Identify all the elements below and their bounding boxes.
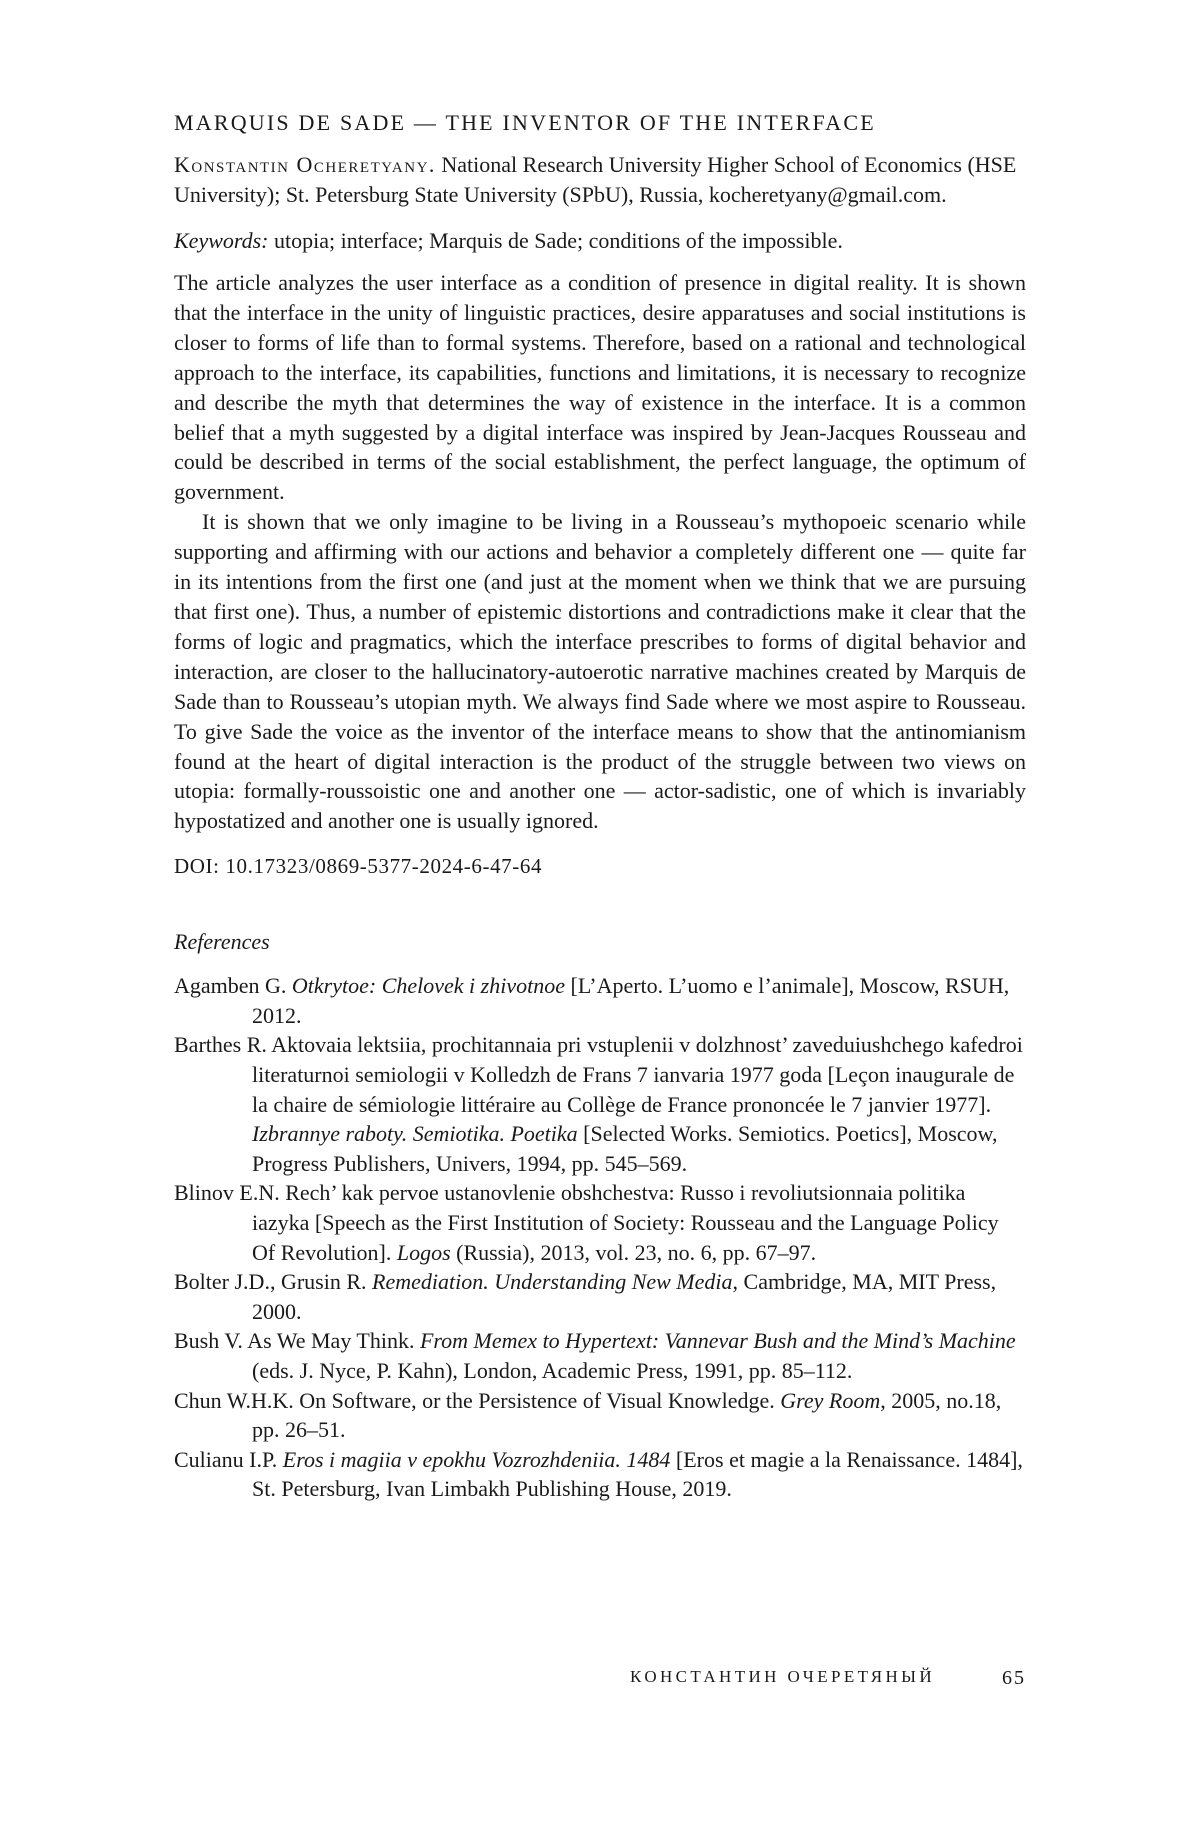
author-affiliation: National Research University Higher School of Economics (HSE University); St. Petersburg State University (SPbU), Russia, kocheretyany@gmail.com. (174, 152, 1017, 207)
reference-item: Bush V. As We May Think. From Memex to Hypertext: Vannevar Bush and the Mind’s Machine (eds. J. Nyce, P. Kahn), London, Academic Press, 1991, pp. 85–112. (174, 1328, 1016, 1383)
abstract-paragraph-2: It is shown that we only imagine to be living in a Rousseau’s mythopoeic scenario while supporting and affirming with our actions and behavior a completely different one — quite far in its intentions from the first one (and just at the moment when we think that we are pursuing that first one). Thus, a number of epistemic distortions and contradictions make it clear that the forms of logic and pragmatics, which the interface prescribes to forms of digital behavior and interaction, are closer to the hallucinatory-autoerotic narrative machines created by Marquis de Sade than to Rousseau’s utopian myth. We always find Sade where we most aspire to Rousseau. To give Sade the voice as the inventor of the interface means to show that the antinomianism found at the heart of digital interaction is the product of the struggle between two views on utopia: formally-roussoistic one and another one — actor-sadistic, one of which is invariably hypostatized and another one is usually ignored. (174, 509, 1026, 834)
running-head: КОНСТАНТИН ОЧЕРЕТЯНЫЙ (630, 1667, 936, 1686)
doi: DOI: 10.17323/0869-5377-2024-6-47-64 (174, 854, 543, 879)
reference-item: Bolter J.D., Grusin R. Remediation. Understanding New Media, Cambridge, MA, MIT Press, 2000. (174, 1269, 997, 1324)
references-heading: References (174, 929, 270, 955)
reference-item: Agamben G. Otkrytoe: Chelovek i zhivotnoe [L’Aperto. L’uomo e l’animale], Moscow, RSUH, 2012. (174, 973, 1010, 1028)
page-number: 65 (1002, 1667, 1026, 1689)
reference-item: Culianu I.P. Eros i magiia v epokhu Vozrozhdeniia. 1484 [Eros et magie a la Renaissance. 1484], St. Petersburg, Ivan Limbakh Publishing House, 2019. (174, 1446, 1023, 1502)
references-list (174, 971, 1026, 1504)
reference-item: Barthes R. Aktovaia lektsiia, prochitannaia pri vstuplenii v dolzhnost’ zaveduiushchego kafedroi literaturnoi semiologii v Kolledzh de Frans 7 ianvaria 1977 goda [Leçon inaugurale de la chaire de sémiologie littéraire au Collège de France prononcée le 7 janvier 1977]. Izbrannye raboty. Semiotika. Poetika [Selected Works. Semiotics. Poetics], Moscow, Progress Publishers, Univers, 1994, pp. 545–569. (174, 1032, 1023, 1176)
reference-item: Blinov E.N. Rech’ kak pervoe ustanovlenie obshchestva: Russo i revoliutsionnaia politika iazyka [Speech as the First Institution of Society: Rousseau and the Language Policy Of Revolution]. Logos (Russia), 2013, vol. 23, no. 6, pp. 67–97. (174, 1180, 999, 1265)
reference-item: Chun W.H.K. On Software, or the Persistence of Visual Knowledge. Grey Room, 2005, no.18, pp. 26–51. (174, 1387, 1002, 1443)
abstract (174, 268, 1026, 836)
keywords (174, 226, 1026, 256)
keywords-list: utopia; interface; Marquis de Sade; conditions of the impossible. (274, 228, 843, 253)
keywords-label: Keywords: (174, 228, 269, 253)
page-footer (630, 1667, 1026, 1690)
article-title: MARQUIS DE SADE — THE INVENTOR OF THE INTERFACE (174, 110, 876, 135)
abstract-paragraph-1: The article analyzes the user interface as a condition of presence in digital reality. It is shown that the interface in the unity of linguistic practices, desire apparatuses and social institutions is closer to forms of life than to formal systems. Therefore, based on a rational and technological approach to the interface, its capabilities, functions and limitations, it is necessary to recognize and describe the myth that determines the way of existence in the interface. It is a common belief that a myth suggested by a digital interface was inspired by Jean-Jacques Rousseau and could be described in terms of the social establishment, the perfect language, the optimum of government. (174, 270, 1026, 505)
article-page (174, 110, 1026, 1504)
author-block (174, 150, 1026, 210)
author-name: Konstantin Ocheretyany. (174, 152, 436, 177)
